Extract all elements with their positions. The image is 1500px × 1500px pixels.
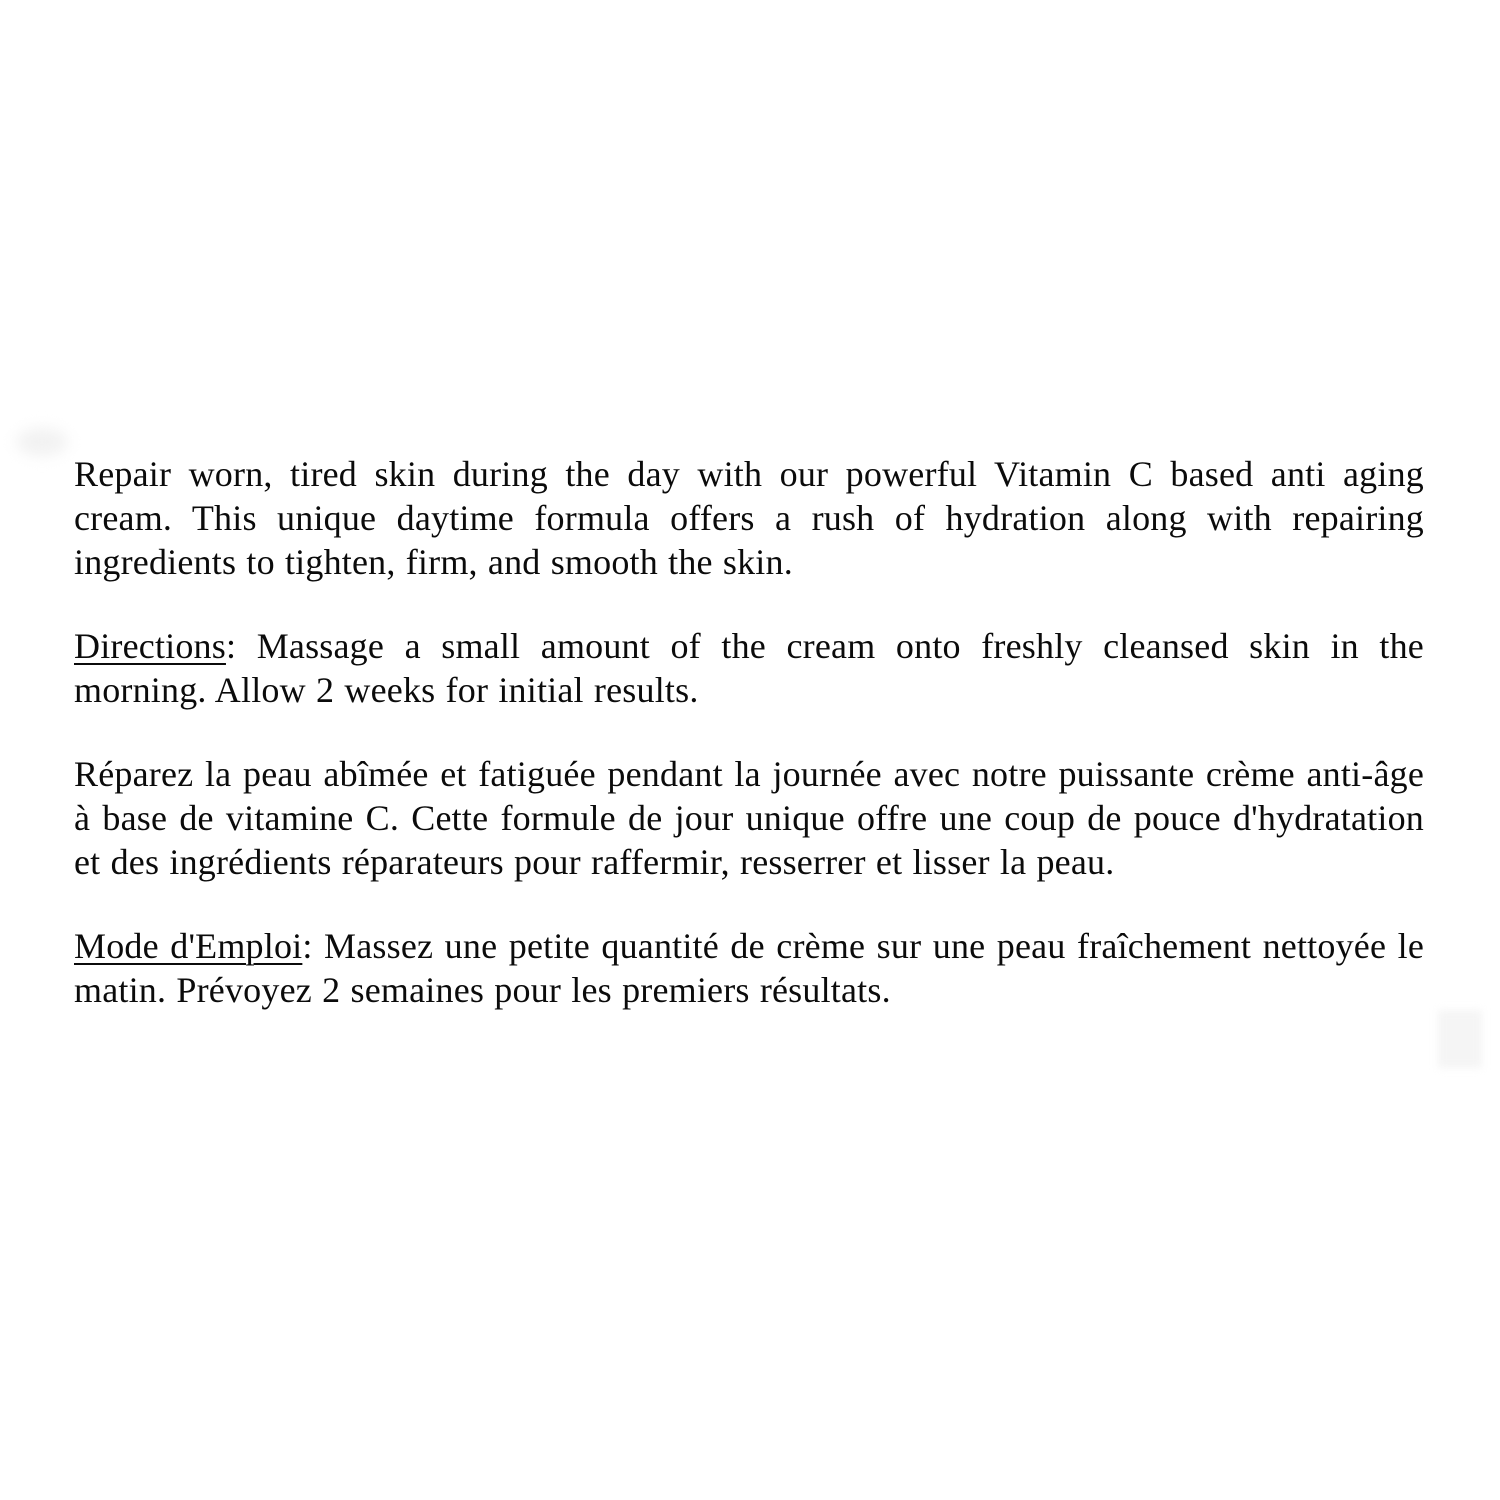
english-description-paragraph xyxy=(74,452,1424,584)
mode-demploi-text: Massez une petite quantité de crème sur une peau fraîchement nettoyée le matin. Prévoyez 2 semaines pour les premiers résultats. xyxy=(74,926,1424,1010)
directions-paragraph xyxy=(74,624,1424,712)
directions-separator: : xyxy=(225,626,257,666)
directions-label: Directions xyxy=(74,626,226,666)
label-text-panel xyxy=(74,452,1424,1012)
scan-edge-artifact xyxy=(1438,1010,1482,1068)
english-description-text: Repair worn, tired skin during the day with our powerful Vitamin C based anti aging cream. This unique daytime formula offers a rush of hydration along with repairing ingredients to tighten, firm, and smooth the skin. xyxy=(74,454,1424,582)
mode-demploi-label: Mode d'Emploi xyxy=(74,926,303,966)
mode-demploi-separator: : xyxy=(302,926,325,966)
french-description-paragraph xyxy=(74,752,1424,884)
mode-demploi-paragraph xyxy=(74,924,1424,1012)
french-description-text: Réparez la peau abîmée et fatiguée pendant la journée avec notre puissante crème anti-âge à base de vitamine C. Cette formule de jour unique offre une coup de pouce d'hydratation et des ingrédients réparateurs pour raffermir, resserrer et lisser la peau. xyxy=(74,754,1424,882)
scan-smudge-artifact xyxy=(16,428,68,456)
directions-text: Massage a small amount of the cream onto freshly cleansed skin in the morning. Allow 2 weeks for initial results. xyxy=(74,626,1424,710)
